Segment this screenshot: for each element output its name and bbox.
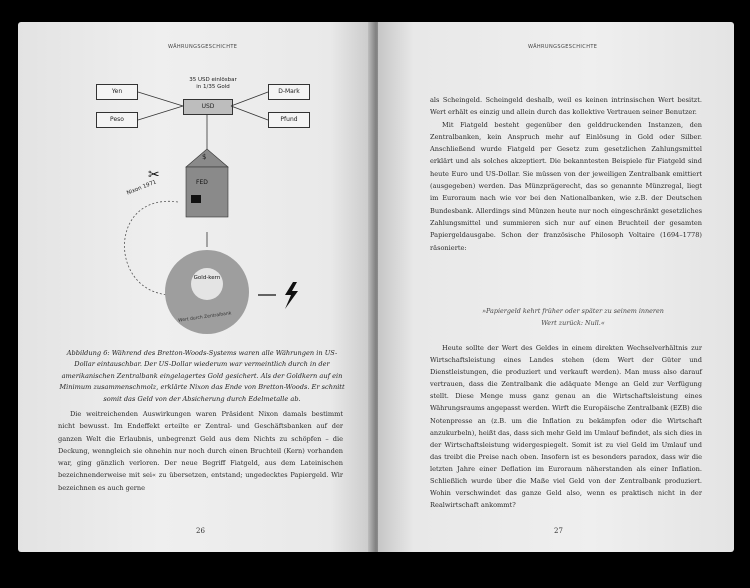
dollar-sign: $ — [202, 153, 207, 161]
ring-label: Wert durch Zentralbank — [177, 311, 232, 324]
dmark-box: D-Mark — [268, 84, 310, 100]
right-body-text-2 — [430, 342, 702, 511]
right-body-text — [430, 94, 702, 254]
peso-box: Peso — [96, 112, 138, 128]
left-page — [18, 22, 373, 552]
page-number-left: 26 — [196, 527, 205, 535]
bretton-woods-diagram — [88, 77, 308, 347]
running-head-right: WÄHRUNGSGESCHICHTE — [528, 44, 598, 50]
scissors-icon: ✂ — [148, 167, 160, 183]
voltaire-quote: »Papiergeld kehrt früher oder später zu seinem inneren Wert zurück: Null.« — [482, 307, 664, 327]
gold-core-label: Gold-kern — [193, 275, 221, 281]
figure-caption: Abbildung 6: Während des Bretton-Woods-Systems waren alle Währungen in US-Dollar eintauschbar. Der US-Dollar wiederum war vermeintlich durch in der amerikanischen Zentralbank eingelagertes Gold gesichert. Als der Goldkern auf ein Minimum zusammenschmolz, erklärte Nixon das Ende von Bretton-Woods. Er schnitt somit das Geld von der Absicherung durch Edelmetalle ab. — [59, 349, 345, 403]
diagram-lines — [88, 77, 308, 347]
usd-box: USD — [183, 99, 233, 115]
open-book — [18, 22, 734, 562]
pfund-box: Pfund — [268, 112, 310, 128]
right-page — [378, 22, 734, 552]
fed-label: FED — [196, 179, 208, 186]
paragraph-3: Heute sollte der Wert des Geldes in einem direkten Wechselverhältnis zur Wirtschaftsleistung eines Landes stehen (dem Wert der Güter und Dienstleistungen, die produziert und verkauft werden). Man muss also darauf vertrauen, dass die Zentralbank die adäquate Menge an Geld zur Verfügung stellt. Diese Menge muss ganz genau an die Wirtschaftsleistung eines Währungsraums angepasst werden. Wirft die Europäische Zentralbank (EZB) die Notenpresse an (z.B. um die Inflation zu bekämpfen oder die Wirtschaft anzukurbeln), heißt das, dass sich mehr Geld im Umlauf befindet, als sich dies in der Wirtschaftsleistung widergespiegelt. Somit ist zu viel Geld im Umlauf und das treibt die Preise nach oben. Insofern ist es besonders paradox, dass wir die letzten Jahre einer Deflation im Euroraum näherstanden als einer Inflation. Schließlich wurde über die Maße viel Geld von der Zentralbank produziert. Wohin verschwindet das ganze Geld also, wenn es praktisch nicht in der Realwirtschaft ankommt? — [430, 344, 702, 510]
yen-box: Yen — [96, 84, 138, 100]
running-head-left: WÄHRUNGSGESCHICHTE — [168, 44, 238, 50]
nixon-label: Nixon 1971 — [126, 179, 158, 197]
paragraph-1: als Scheingeld. Scheingeld deshalb, weil es keinen intrinsischen Wert besitzt. Wert erhält es einzig und allein durch das kollektive Vertrauen seiner Benutzer. — [430, 96, 702, 117]
page-number-right: 27 — [554, 527, 563, 535]
top-label: 35 USD einlösbar in 1/35 Gold — [189, 77, 237, 90]
paragraph-2: Mit Fiatgeld besteht gegenüber den gelddruckenden Instanzen, den Zentralbanken, kein Anspruch mehr auf Einlösung in Gold oder Silber. Anschließend wurde Fiatgeld per Gesetz zum gesetzlichen Zahlungsmittel erklärt und als solches akzeptiert. Die bekanntesten Beispiele für Fiatgeld sind heute Euro und US-Dollar. Sie müssen von der jeweiligen Zentralbank emittiert (ausgegeben) werden. Das Münzprägerecht, das so genannte Münzregal, liegt im Euroraum nach wie vor bei den Nationalbanken, wie z.B. der Deutschen Bundesbank. Allerdings sind Münzen heute nur noch eingeschränkt gesetzliches Zahlungsmittel und summieren sich nur auf einen Bruchteil der gesamten Papiergeldausgabe. Schon der französische Philosoph Voltaire (1694–1778) räsonierte: — [430, 120, 702, 252]
left-body-text: Die weitreichenden Auswirkungen waren Präsident Nixon damals bestimmt nicht bewusst. Im Endeffekt erteilte er Zentral- und Geschäftsbanken auf der ganzen Welt die Erlaubnis, unbegrenzt Geld aus dem Nichts zu schöpfen – die Deckung, wenngleich sie ohnehin nur noch durch einen Bruchteil (Kern) vorhanden war, ging gänzlich verloren. Der neue Begriff Fiatgeld, aus dem Lateinischen bezeichnenderweise mit sei« zu übersetzen, entstand; ungedecktes Papiergeld. Wir bezeichnen es auch gerne — [58, 410, 343, 492]
